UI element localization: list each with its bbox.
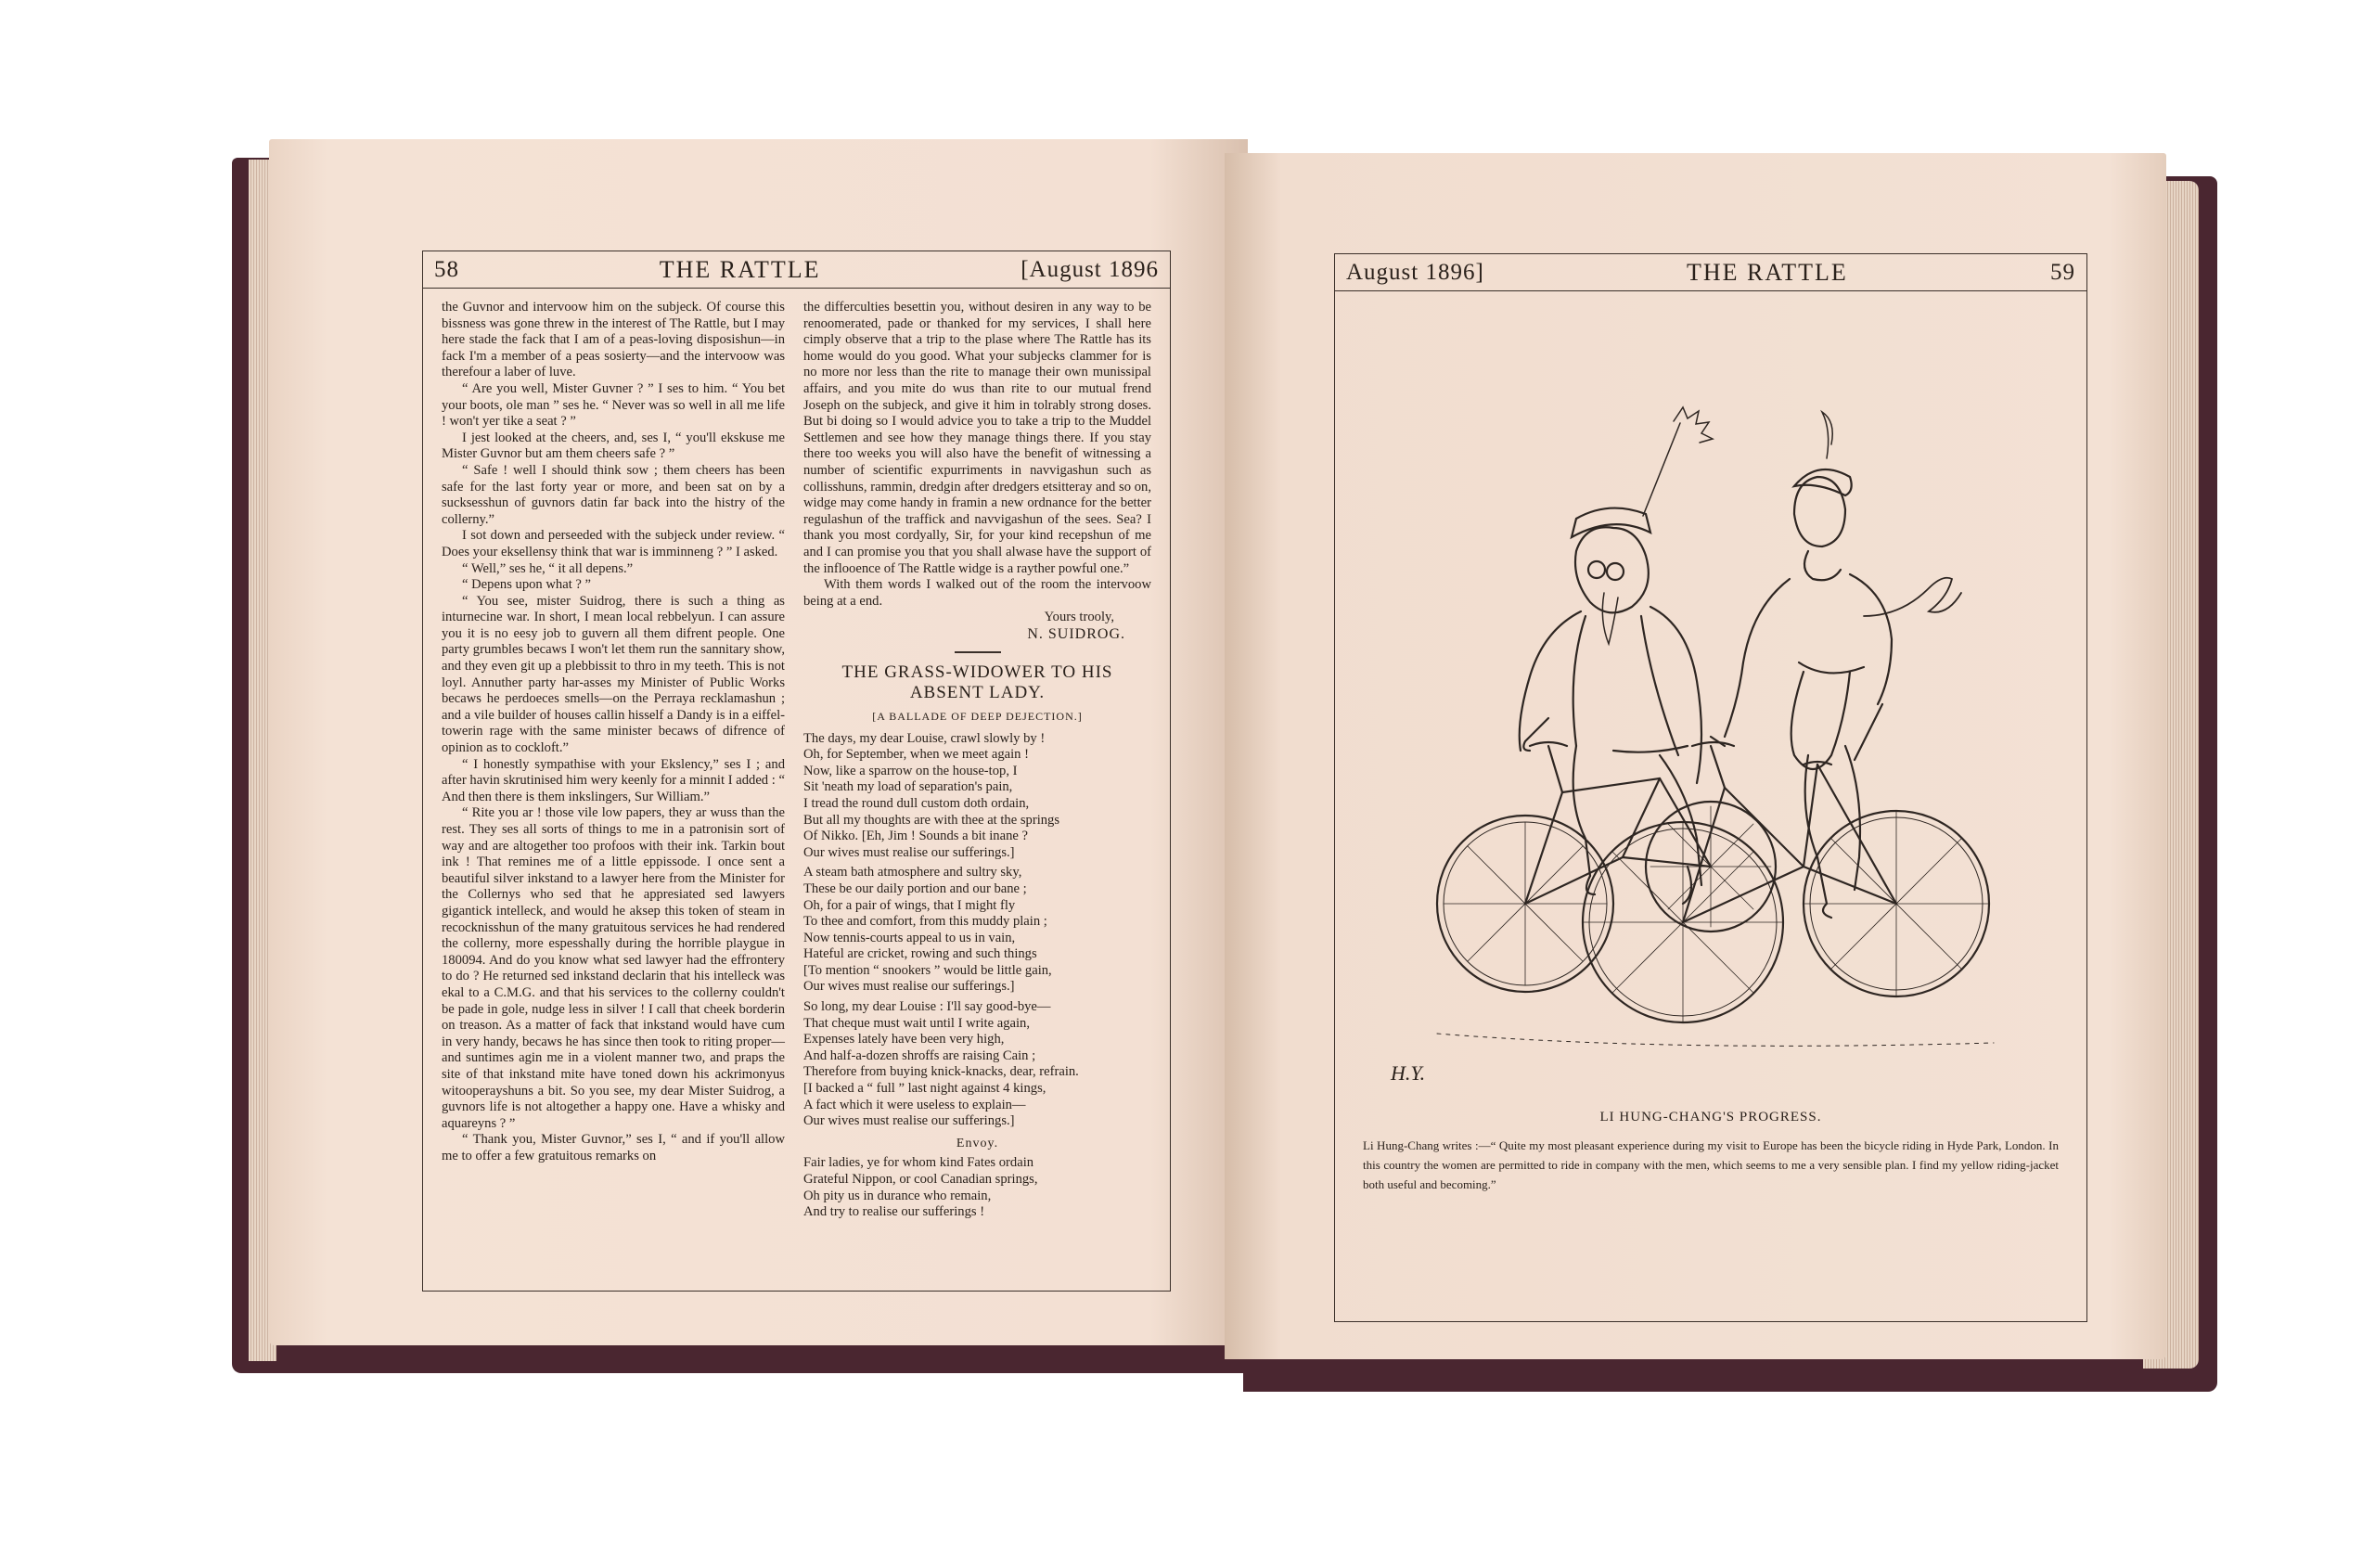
left-page-header <box>423 251 1170 289</box>
left-page-frame <box>422 251 1171 1292</box>
left-page-title: THE RATTLE <box>659 255 821 283</box>
illustration-caption-title: LI HUNG-CHANG'S PROGRESS. <box>1599 1110 1822 1125</box>
paragraph: “ Are you well, Mister Guvner ? ” I ses to him. “ You bet your boots, ole man ” ses he. “ Never was so well in all me life ! won't yer tike a seat ? ” <box>442 380 785 430</box>
right-page-title: THE RATTLE <box>1687 258 1848 286</box>
right-page-frame <box>1334 253 2087 1322</box>
paragraph: With them words I walked out of the room the intervoow being at a end. <box>803 577 1151 609</box>
poem-envoy-heading: Envoy. <box>956 1136 999 1150</box>
right-page-date: August 1896] <box>1346 259 1484 285</box>
paragraph: “ Depens upon what ? ” <box>462 577 591 593</box>
left-column-2 <box>803 300 1151 1225</box>
poem-stanza: A steam bath atmosphere and sultry sky, These be our daily portion and our bane ; Oh, for a pair of wings, that I might fly To thee and comfort, from this muddy plain ; Now tennis-courts appeal to us in vain, Hateful are cricket, rowing and such things [To mention “ snookers ” would be little gain, Our wives must realise our sufferings.] <box>803 865 1052 995</box>
signature-name: N. SUIDROG. <box>1027 625 1125 642</box>
open-book <box>232 139 2217 1382</box>
ground-shading <box>1437 1034 1994 1046</box>
bicycle-illustration <box>1381 310 2040 1052</box>
paragraph: “ Thank you, Mister Guvnor,” ses I, “ and if you'll allow me to offer a few gratuitous remarks on <box>442 1132 785 1163</box>
left-column-1 <box>442 300 785 1164</box>
artist-monogram: H.Y. <box>1391 1061 1426 1085</box>
paragraph: the Guvnor and intervoow him on the subjeck. Of course this bissness was gone threw in the interest of The Rattle, but I may here stade the fack that I am of a peas-loving disposishun—in fack I'm a member of a peas sosierty—and the intervoow was therefour a laber of luve. <box>442 300 785 380</box>
left-page <box>269 139 1248 1345</box>
left-page-date: [August 1896 <box>1021 256 1159 282</box>
poem-title: THE GRASS-WIDOWER TO HIS ABSENT LADY. <box>841 662 1113 702</box>
paragraph: “ You see, mister Suidrog, there is such a thing as inturnecine war. In short, I mean local rebbelyun. I can assure you it is no eesy job to guvern all them difrent people. One party grumbles becaws I won't let them run the sannitary show, and they even git up a plebbissit to thro in my teeth. This is not loyl. Annuther party har-asses my Minister of Public Works becaws he perdoeces smells—on the Perraya recklamashun ; and a vile builder of houses callin hisself a Dandy is in a eiffel-towerin rage with the same minister becaws of difrence of opinion as to cockloft.” <box>442 593 785 756</box>
paragraph: the differculties besettin you, without desiren in any way to be renoomerated, pade or thanked for my services, I shall here cimply observe that a trip to the plase where The Rattle has its home would do you good. What your subjecks clammer for is no more nor less than the rite to manage their own munissipal affairs, and you mite do wus than rite to our mutual frend Joseph on the subjeck, and give it him in tolrably strong doses. But bi doing so I would advice you to take a trip to the Muddel Settlemen and see how they manage things there. If you stay there too weeks you will also have the benefit of witnessing a number of scientific expurriments in navvigashun such as collisshuns, rammin, dredgin after dredgers etsitteray and so on, widge may come handy in framin a new ordnance for the better regulashun of the traffick and navvigashun of the sees. Sea? I thank you most cordyally, Sir, for your kind recepshun of me and I can promise you that you shall alwase have the support of the inflooence of The Rattle widge is a rayther powful one.” <box>803 300 1151 576</box>
paragraph: “ I honestly sympathise with your Ekslency,” ses I ; and after havin skrutinised him wery keenly for a minnit I added : “ And then there is them inkslingers, Sur William.” <box>442 756 785 804</box>
right-page-number: 59 <box>2050 259 2075 285</box>
poem-stanza: The days, my dear Louise, crawl slowly by ! Oh, for September, when we meet again ! Now, like a sparrow on the house-top, I Sit 'neath my load of separation's pain, I tread the round dull custom doth ordain, But all my thoughts are with thee at the springs Of Nikko. [Eh, Jim ! Sounds a bit inane ? Our wives must realise our sufferings.] <box>803 730 1060 860</box>
woman-bicycle-drawing <box>1583 742 1989 1022</box>
right-page <box>1225 153 2166 1359</box>
right-page-header <box>1335 254 2086 291</box>
section-divider <box>955 651 1001 653</box>
man-bicycle-drawing <box>1437 742 1776 992</box>
illustration-caption-text: Li Hung-Chang writes :—“ Quite my most pleasant experience during my visit to Europe has been the bicycle riding in Hyde Park, London. In this country the women are permitted to ride in company with the men, which seems to me a very sensible plan. I find my yellow riding-jacket both useful and becoming.” <box>1363 1138 2059 1191</box>
man-rider-drawing <box>1520 407 1713 904</box>
paragraph: “ Rite you ar ! those vile low papers, they ar wuss than the rest. They ses all sorts of things to me in a patronisin sort of way and are altogether too profoos with their ink. Tarkin bout ink ! That remines me of a little eppissode. I once sent a beautiful silver inkstand to a lawyer here from the Minister for the Collernys who sed that he appresiated sed lawyers gigantick intelleck, and would he aksep this token of steam in recocknisshun of the many gratuitous services he had rendered the collerny, more espesshally during the horrible playgue in 180094. And do you know what sed lawyer had the effrontery to do ? He returned sed inkstand declarin that his intelleck was ekal to a C.M.G. and that his services to the collerny couldn't be pade in gole, nudge less in silver ! I call that cheek borderin on treason. As a matter of fack that inkstand would have cum in very handy, becaws he has since then took to riting proper—and suntimes agin me in a violent manner two, and praps the site of that inkstand mite have toned down his ackrimonyus witooperayshuns a bit. So you see, my dear Mister Suidrog, a guvnors life is not altogether a happy one. Have a whisky and aquareyns ? ” <box>442 805 785 1131</box>
left-page-number: 58 <box>434 256 459 282</box>
poem-subtitle: [A BALLADE OF DEEP DEJECTION.] <box>872 709 1083 723</box>
signature-closing: Yours trooly, <box>1044 610 1114 625</box>
poem-stanza: So long, my dear Louise : I'll say good-bye— That cheque must wait until I write again, Expenses lately have been very high, And half-a-dozen shroffs are raising Cain ; Therefore from buying knick-knacks, dear, refrain. [I backed a “ full ” last night against 4 kings, A fact which it were useless to explain— Our wives must realise our sufferings.] <box>803 999 1079 1129</box>
paragraph: I sot down and perseeded with the subjeck under review. “ Does your eksellensy think that war is imminneng ? ” I asked. <box>442 528 785 559</box>
paragraph: I jest looked at the cheers, and, ses I, “ you'll ekskuse me Mister Guvnor but am them cheers safe ? ” <box>442 430 785 462</box>
paragraph: “ Safe ! well I should think sow ; them cheers has been safe for the last forty year or more, and been sat on by a sucksesshun of guvnors datin far back into the histry of the collerny.” <box>442 462 785 527</box>
paragraph: “ Well,” ses he, “ it all depens.” <box>462 560 634 576</box>
poem-stanza: Fair ladies, ye for whom kind Fates ordain Grateful Nippon, or cool Canadian springs, Oh pity us in durance who remain, And try to realise our sufferings ! <box>803 1155 1038 1220</box>
